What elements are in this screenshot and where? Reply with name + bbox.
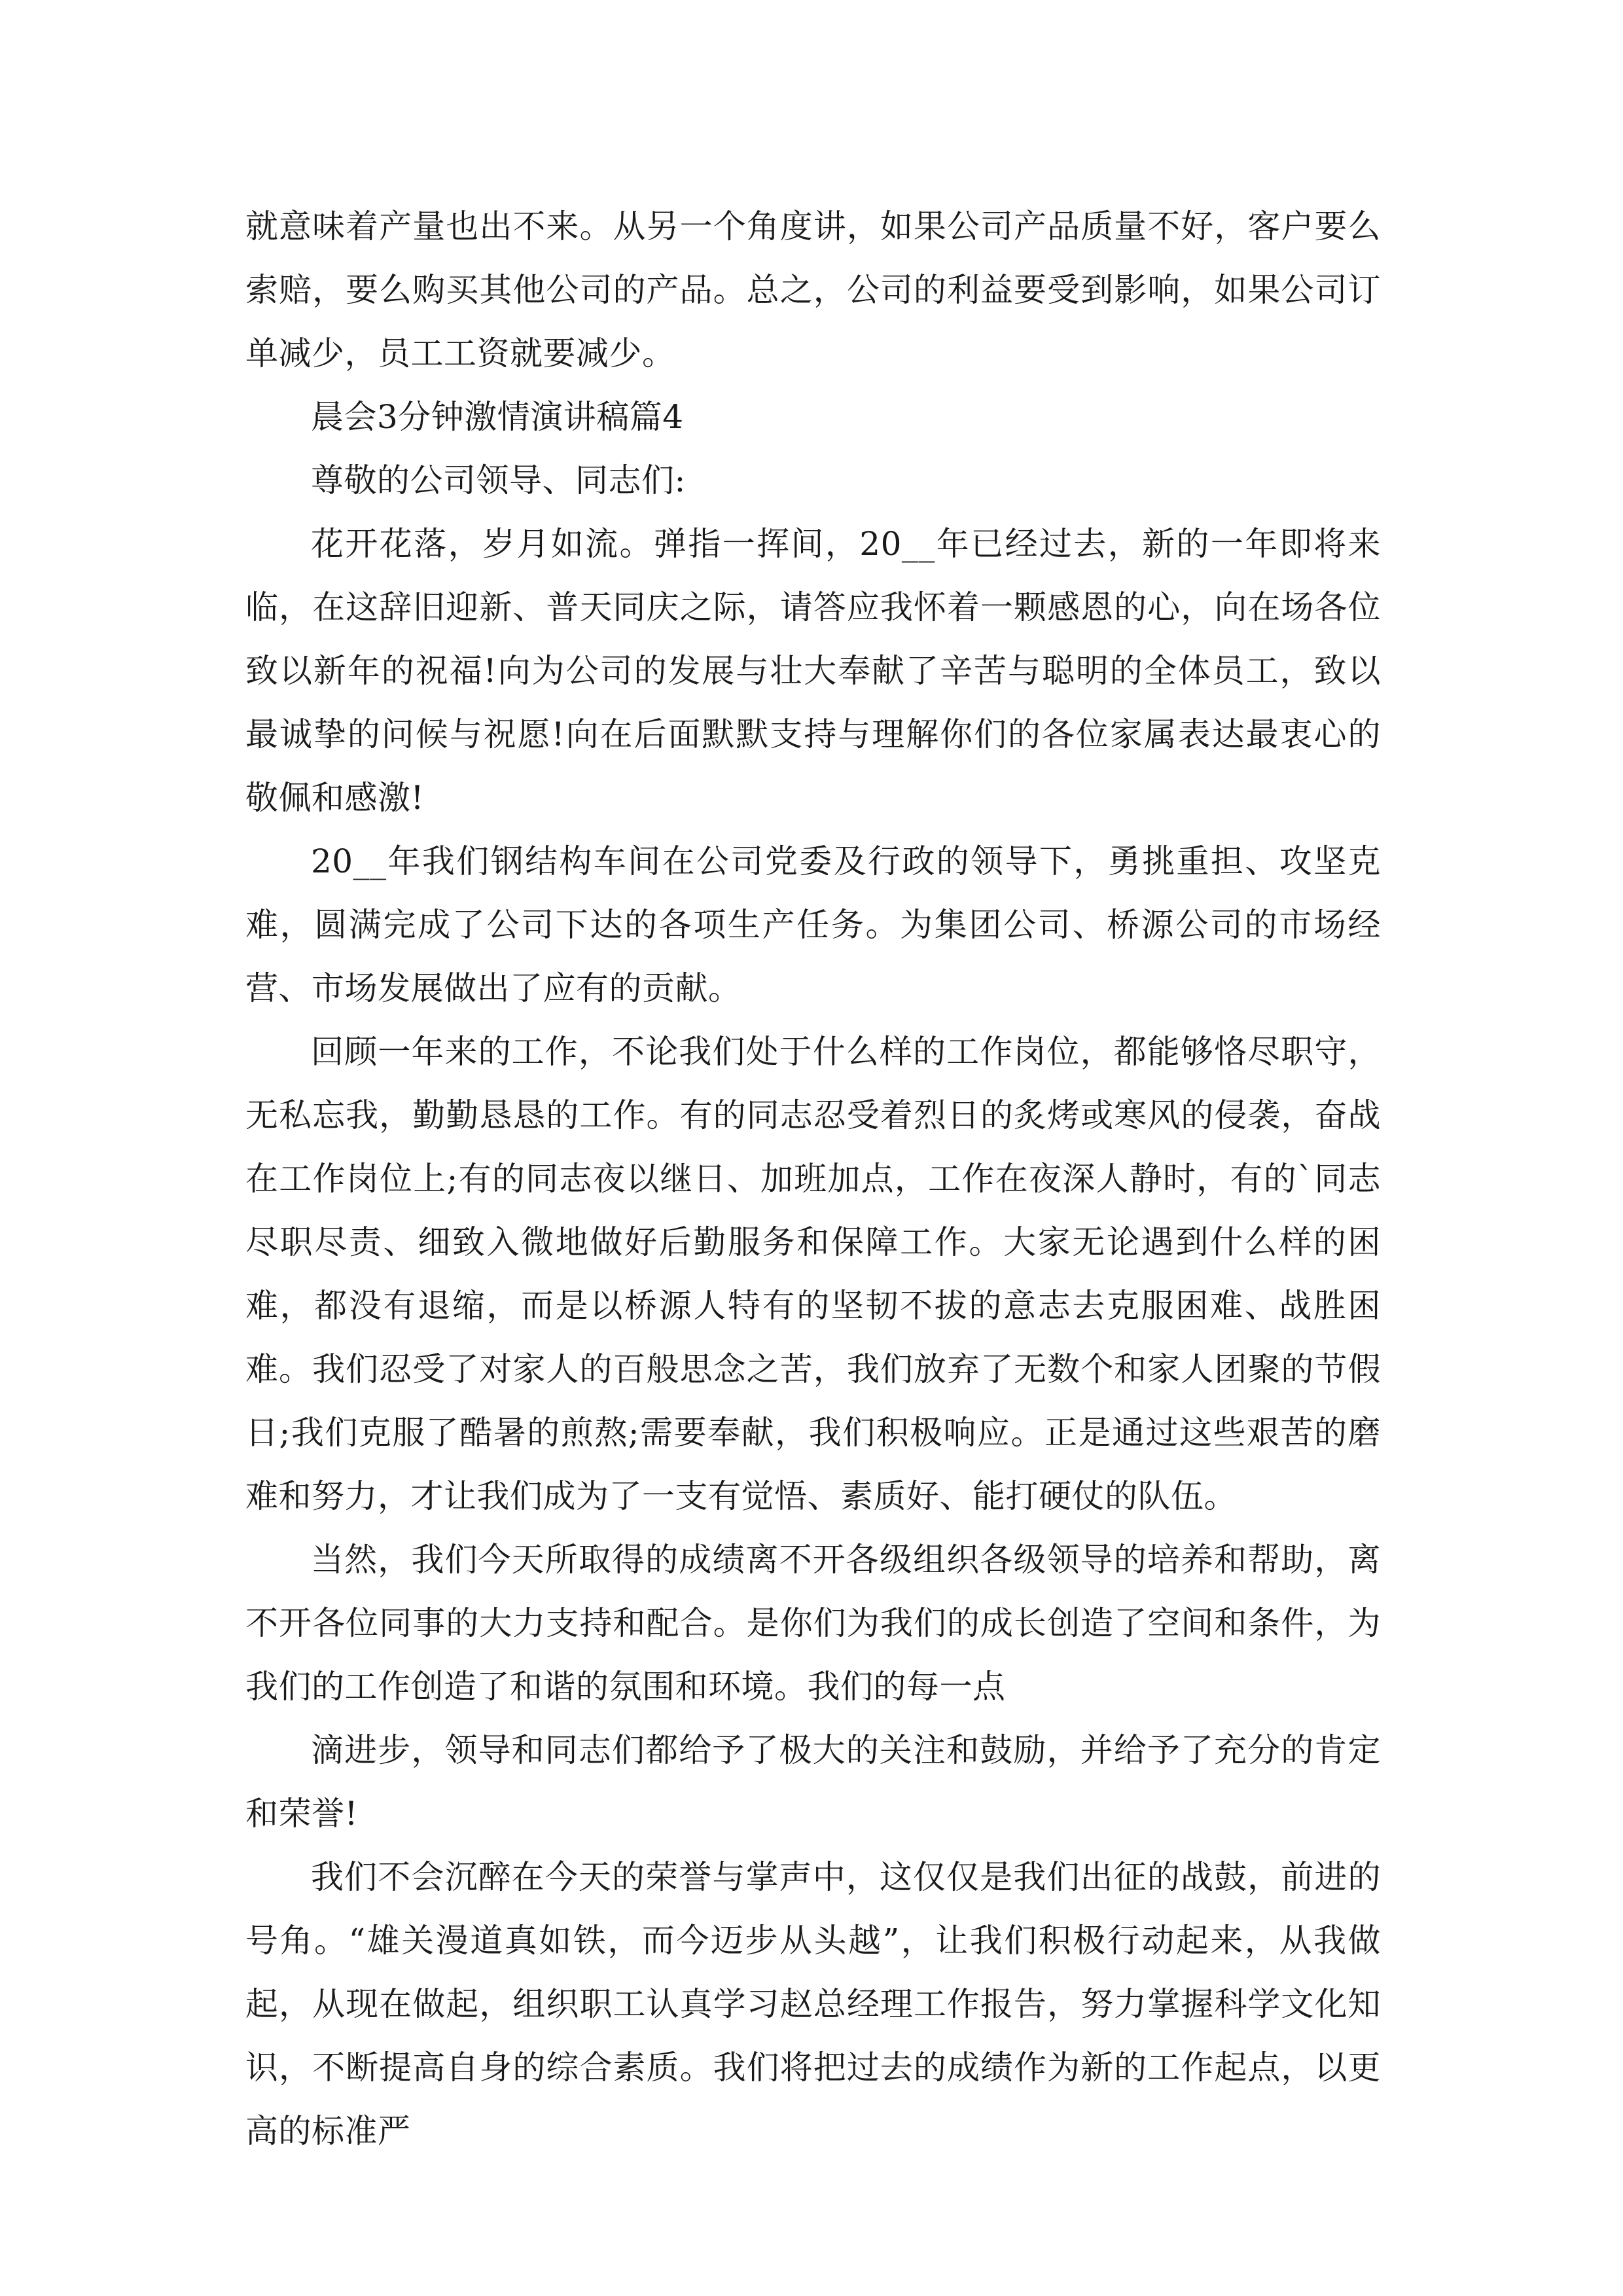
paragraph-3: 20__年我们钢结构车间在公司党委及行政的领导下，勇挑重担、攻坚克难，圆满完成了公司下达的各项生产任务。为集团公司、桥源公司的市场经营、市场发展做出了应有的贡献。 <box>245 842 1381 1007</box>
paragraph-1: 就意味着产量也出不来。从另一个角度讲，如果公司产品质量不好，客户要么索赔，要么购买其他公司的产品。总之，公司的利益要受到影响，如果公司订单减少，员工工资就要减少。 <box>245 207 1381 372</box>
document-body <box>245 195 1381 2163</box>
paragraph-7: 我们不会沉醉在今天的荣誉与掌声中，这仅仅是我们出征的战鼓，前进的号角。“雄关漫道真如铁，而今迈步从头越”，让我们积极行动起来，从我做起，从现在做起，组织职工认真学习赵总经理工作报告，努力掌握科学文化知识，不断提高自身的综合素质。我们将把过去的成绩作为新的工作起点，以更高的标准严 <box>245 1858 1381 2150</box>
salutation: 尊敬的公司领导、同志们: <box>311 461 686 499</box>
paragraph-5: 当然，我们今天所取得的成绩离不开各级组织各级领导的培养和帮助，离不开各位同事的大力支持和配合。是你们为我们的成长创造了空间和条件，为我们的工作创造了和谐的氛围和环境。我们的每一点 <box>245 1541 1381 1706</box>
paragraph-4: 回顾一年来的工作，不论我们处于什么样的工作岗位，都能够恪尽职守，无私忘我，勤勤恳恳的工作。有的同志忍受着烈日的炙烤或寒风的侵袭，奋战在工作岗位上;有的同志夜以继日、加班加点，工作在夜深人静时，有的`同志尽职尽责、细致入微地做好后勤服务和保障工作。大家无论遇到什么样的困难，都没有退缩，而是以桥源人特有的坚韧不拔的意志去克服困难、战胜困难。我们忍受了对家人的百般思念之苦，我们放弃了无数个和家人团聚的节假日;我们克服了酷暑的煎熬;需要奉献，我们积极响应。正是通过这些艰苦的磨难和努力，才让我们成为了一支有觉悟、素质好、能打硬仗的队伍。 <box>245 1033 1381 1515</box>
paragraph-6: 滴进步，领导和同志们都给予了极大的关注和鼓励，并给予了充分的肯定和荣誉! <box>245 1731 1381 1833</box>
section-heading: 晨会3分钟激情演讲稿篇4 <box>311 398 684 436</box>
paragraph-2: 花开花落，岁月如流。弹指一挥间，20__年已经过去，新的一年即将来临，在这辞旧迎新、普天同庆之际，请答应我怀着一颗感恩的心，向在场各位致以新年的祝福!向为公司的发展与壮大奉献了辛苦与聪明的全体员工，致以最诚挚的问候与祝愿!向在后面默默支持与理解你们的各位家属表达最衷心的敬佩和感激! <box>245 525 1381 817</box>
